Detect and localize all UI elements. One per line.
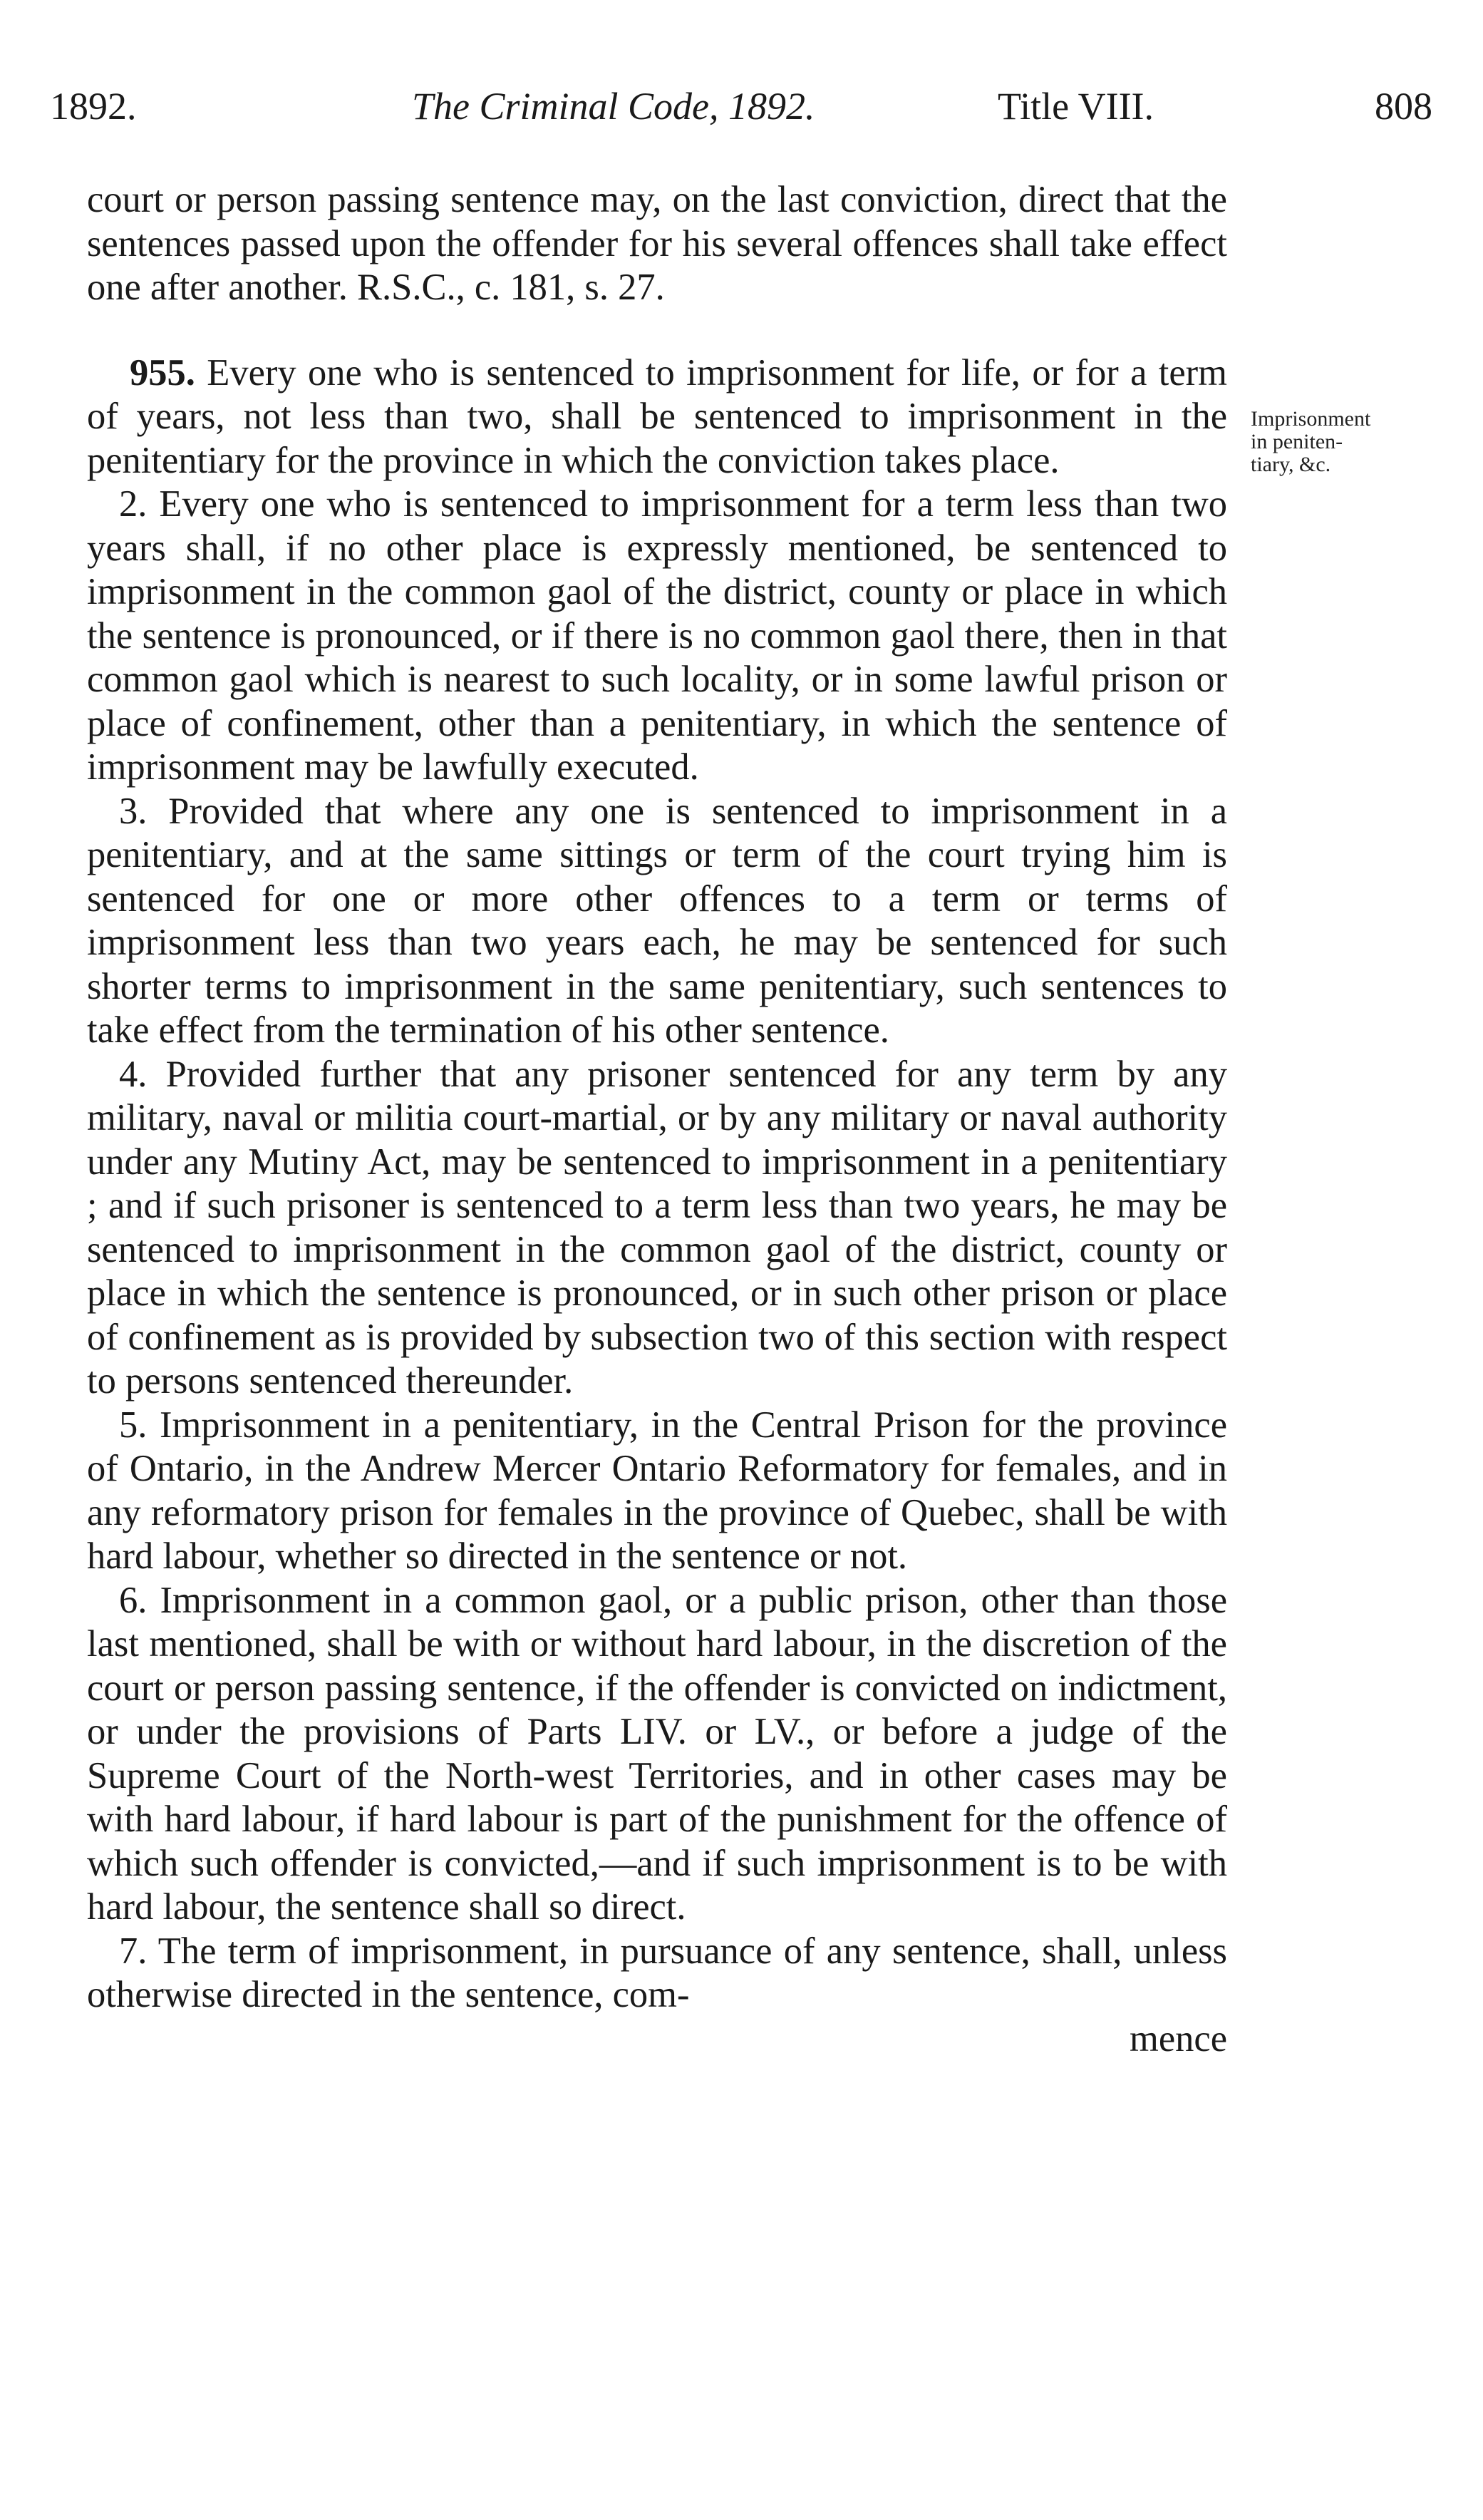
header-title: The Criminal Code, 1892. (412, 85, 815, 128)
body-text (87, 178, 1227, 2061)
running-header (50, 84, 1432, 141)
subsection-5: 5. Imprisonment in a penitentiary, in the Central Prison for the province of Ontario, in the Andrew Mercer Ontario Reformatory for females, and in any reformatory prison for females in the province of Quebec, shall be with hard labour, whether so directed in the sentence or not. (87, 1404, 1227, 1577)
section-paragraph (87, 351, 1227, 483)
marginal-note-line: tiary, &c. (1251, 453, 1331, 476)
subsection-6: 6. Imprisonment in a common gaol, or a public prison, other than those last mentioned, shall be with or without hard labour, in the discretion of the court or person passing sentence, if the offender is convicted on indictment, or under the provisions of Parts LIV. or LV., or before a judge of the Supreme Court of the North-west Territories, and in other cases may be with hard labour, if hard labour is part of the punishment for the offence of which such offender is convicted,—and if such imprisonment is to be with hard labour, the sentence shall so direct. (87, 1579, 1227, 1928)
page-number: 808 (1375, 85, 1432, 128)
header-year: 1892. (50, 85, 137, 128)
section-text: Every one who is sentenced to imprisonment for life, or for a term of years, not less than two, shall be sentenced to imprisonment in the penitentiary for the province in which the conviction takes place. (87, 351, 1228, 481)
catchword: mence (1130, 2017, 1227, 2059)
subsection-3: 3. Provided that where any one is sentenced to imprisonment in a penitentiary, and at the same sittings or term of the court trying him is sentenced for one or more other offences to a term or terms of imprisonment less than two years each, he may be sentenced for such shorter terms to imprisonment in the same penitentiary, such sentences to take effect from the termination of his other sentence. (87, 790, 1227, 1051)
subsection-7: 7. The term of imprisonment, in pursuance of any sentence, shall, unless otherwise directed in the sentence, com- (87, 1930, 1227, 2015)
marginal-note-line: Imprisonment (1251, 407, 1371, 431)
header-section: Title VIII. (998, 85, 1154, 128)
subsection-2: 2. Every one who is sentenced to imprisonment for a term less than two years shall, if no other place is expressly mentioned, be sentenced to imprisonment in the common gaol of the district, county or place in which the sentence is pronounced, or if there is no common gaol there, then in that common gaol which is nearest to such locality, or in some lawful prison or place of confinement, other than a penitentiary, in which the sentence of imprisonment may be lawfully executed. (87, 483, 1227, 788)
marginal-note (1251, 408, 1436, 476)
continuation-paragraph: court or person passing sentence may, on the last conviction, direct that the sentences passed upon the offender for his several offences shall take effect one after another. R.S.C., c. 181, s. 27. (87, 179, 1227, 308)
section-number: 955. (130, 351, 195, 394)
subsection-4: 4. Provided further that any prisoner sentenced for any term by any military, naval or militia court-martial, or by any military or naval authority under any Mutiny Act, may be sentenced to imprisonment in a penitentiary ; and if such prisoner is sentenced to a term less than two years, he may be sentenced to imprisonment in the common gaol of the district, county or place in which the sentence is pronounced, or in such other prison or place of confinement as is provided by subsection two of this section with respect to persons sentenced thereunder. (87, 1053, 1227, 1402)
marginal-note-line: in peniten- (1251, 430, 1343, 453)
